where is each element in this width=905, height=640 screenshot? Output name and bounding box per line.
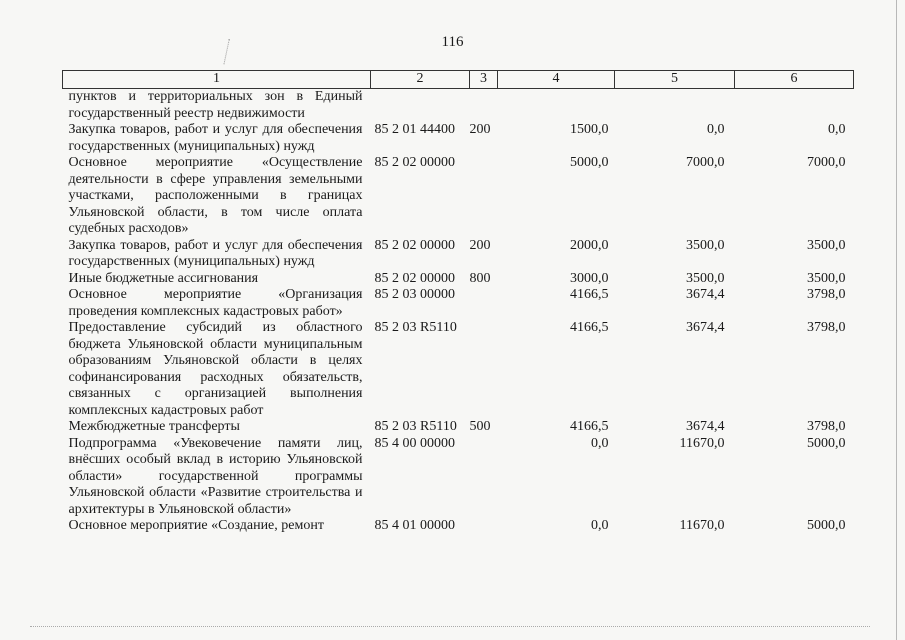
row-expense-type (470, 89, 498, 123)
row-name: Межбюджетные трансферты (68, 419, 240, 434)
row-value-2023: 4166,5 (570, 287, 609, 302)
row-name: пунктов и территориальных зон в Единый государственный реестр недвижимости (68, 89, 363, 121)
row-expense-type: 200 (469, 122, 491, 137)
row-expense-type: 500 (469, 419, 491, 434)
row-value-2024: 11670,0 (679, 435, 725, 451)
row-expense-type (470, 518, 498, 535)
table-header-row (63, 71, 854, 89)
row-value-2025: 5000,0 (807, 435, 846, 451)
table-row (63, 238, 854, 271)
header-col-6: 6 (735, 71, 854, 89)
row-value-2024: 3674,4 (686, 320, 725, 335)
table-row (63, 287, 854, 320)
row-value-2023: 0,0 (591, 518, 609, 533)
row-value-2023: 0,0 (591, 435, 609, 451)
row-name: Закупка товаров, работ и услуг для обеспечения государственных (муниципальных) нужд (68, 237, 363, 269)
header-col-3: 3 (470, 71, 498, 89)
table-row (63, 89, 854, 123)
row-name: Основное мероприятие «Осуществление деятельности в сфере управления земельными участками, расположенными в границах Ульяновской области, в том числе оплата судебных расходов» (68, 155, 363, 236)
row-name: Предоставление субсидий из областного бюджета Ульяновской области муниципальным образованиям Ульяновской области в целях софинансирования расходных обязательств, связанных с организацией выполнения комплексных кадастровых работ (68, 320, 363, 418)
row-value-2025: 5000,0 (807, 518, 846, 533)
row-expense-type: 200 (469, 237, 491, 253)
budget-table (62, 70, 854, 535)
row-value-2024: 3500,0 (686, 270, 725, 286)
row-value-2025: 0,0 (828, 122, 846, 137)
row-expense-type (470, 320, 498, 419)
row-value-2024: 3674,4 (686, 419, 725, 434)
row-value-2023: 5000,0 (570, 155, 609, 170)
page-number: 116 (441, 34, 464, 50)
row-code: 85 2 02 00000 (374, 270, 455, 286)
header-col-1: 1 (63, 71, 371, 89)
row-value-2024: 11670,0 (679, 518, 725, 533)
table-row (63, 271, 854, 288)
table-row (63, 419, 854, 436)
row-value-2025: 3798,0 (807, 287, 846, 302)
row-value-2023: 3000,0 (570, 270, 609, 286)
row-name: Основное мероприятие «Создание, ремонт (68, 518, 324, 533)
row-code: 85 2 02 00000 (374, 155, 455, 170)
row-value-2023 (498, 89, 615, 123)
row-value-2025: 3500,0 (807, 270, 846, 286)
scan-bottom-noise (30, 626, 870, 628)
row-code: 85 2 03 R5110 (374, 320, 457, 335)
row-value-2025 (735, 89, 854, 123)
row-name: Подпрограмма «Увековечение памяти лиц, внёсших особый вклад в историю Ульяновской области» государственной программы Ульяновской области «Развитие строительства и архитектуры в Ульяновской области» (68, 435, 363, 517)
table-row (63, 155, 854, 238)
row-value-2025: 3798,0 (807, 419, 846, 434)
row-code: 85 4 00 00000 (374, 435, 455, 451)
table-row (63, 320, 854, 419)
row-value-2023: 2000,0 (570, 237, 609, 253)
row-code: 85 2 02 00000 (374, 237, 455, 253)
row-value-2023: 4166,5 (570, 419, 609, 434)
row-value-2024: 0,0 (707, 122, 725, 137)
row-expense-type (470, 436, 498, 519)
row-code: 85 2 03 R5110 (374, 419, 457, 434)
row-value-2024 (615, 89, 735, 123)
row-code: 85 4 01 00000 (374, 518, 455, 533)
row-expense-type (470, 287, 498, 320)
row-value-2024: 3500,0 (686, 237, 725, 253)
row-code: 85 2 01 44400 (374, 122, 455, 137)
header-col-4: 4 (498, 71, 615, 89)
table-row (63, 436, 854, 519)
row-value-2025: 7000,0 (807, 155, 846, 170)
table-row (63, 122, 854, 155)
row-code: 85 2 03 00000 (374, 287, 455, 302)
header-col-5: 5 (615, 71, 735, 89)
row-expense-type: 800 (469, 270, 491, 286)
table-body (63, 89, 854, 535)
table-row (63, 518, 854, 535)
row-value-2024: 3674,4 (686, 287, 725, 302)
row-name: Иные бюджетные ассигнования (68, 270, 259, 286)
row-value-2025: 3500,0 (807, 237, 846, 253)
row-value-2023: 1500,0 (570, 122, 609, 137)
row-expense-type (470, 155, 498, 238)
row-code (371, 89, 470, 123)
row-name: Основное мероприятие «Организация проведения комплексных кадастровых работ» (68, 287, 363, 319)
row-value-2023: 4166,5 (570, 320, 609, 335)
header-col-2: 2 (371, 71, 470, 89)
row-name: Закупка товаров, работ и услуг для обеспечения государственных (муниципальных) нужд (68, 122, 363, 154)
row-value-2024: 7000,0 (686, 155, 725, 170)
row-value-2025: 3798,0 (807, 320, 846, 335)
scan-right-edge (896, 0, 897, 640)
